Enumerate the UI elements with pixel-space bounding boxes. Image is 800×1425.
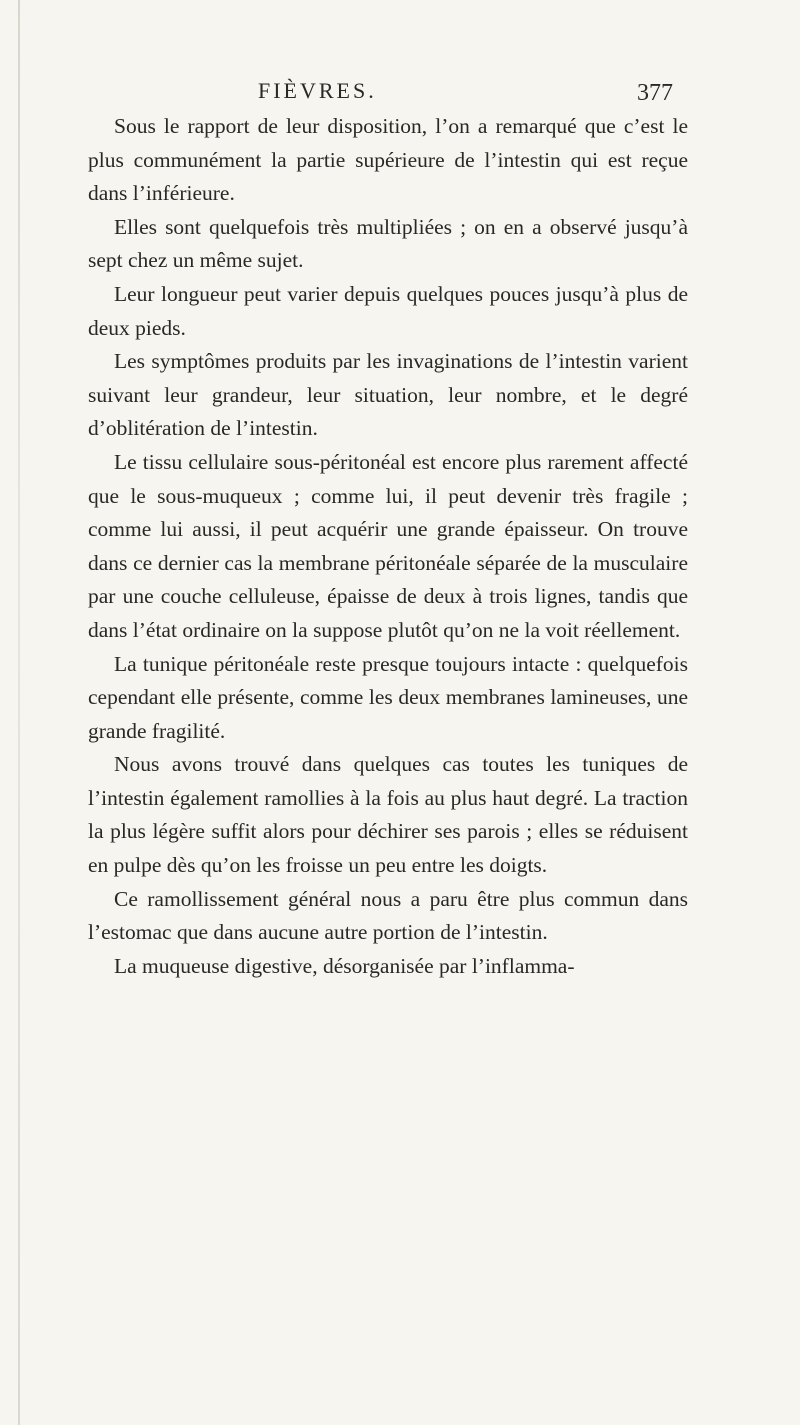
paragraph: Leur longueur peut varier depuis quelques pouces jusqu’à plus de deux pieds. [88,281,688,340]
paragraph: La muqueuse digestive, désorganisée par l’inflamma- [114,953,575,978]
paragraph: Les symptômes produits par les invaginations de l’intestin varient suivant leur grandeur, leur situation, leur nombre, et le degré d’oblitération de l’intestin. [88,349,688,441]
page-number: 377 [637,80,673,106]
paragraph: La tunique péritonéale reste presque toujours intacte : quelquefois cependant elle présente, comme les deux membranes lamineuses, une grande fragilité. [88,651,688,743]
paragraph: Elles sont quelquefois très multipliées ; on en a observé jusqu’à sept chez un même sujet. [88,214,688,273]
paragraph: Sous le rapport de leur disposition, l’on a remarqué que c’est le plus communément la partie supérieure de l’intestin qui est reçue dans l’inférieure. [88,114,688,206]
paragraph: Nous avons trouvé dans quelques cas toutes les tuniques de l’intestin également ramollies à la fois au plus haut degré. La traction la plus légère suffit alors pour déchirer ses parois ; elles se réduisent en pulpe dès qu’on les froisse un peu entre les doigts. [88,752,688,878]
paragraph: Le tissu cellulaire sous-péritonéal est encore plus rarement affecté que le sous-muqueux ; comme lui, il peut devenir très fragile ; comme lui aussi, il peut acquérir une grande épaisseur. On trouve dans ce dernier cas la membrane péritonéale séparée de la musculaire par une couche celluleuse, épaisse de deux à trois lignes, tandis que dans l’état ordinaire on la suppose plutôt qu’on ne la voit réellement. [88,449,688,642]
paragraph: Ce ramollissement général nous a paru être plus commun dans l’estomac que dans aucune autre portion de l’intestin. [88,886,688,945]
page-edge [18,0,20,1425]
body-text [88,110,688,983]
running-title: FIÈVRES. [258,78,377,103]
